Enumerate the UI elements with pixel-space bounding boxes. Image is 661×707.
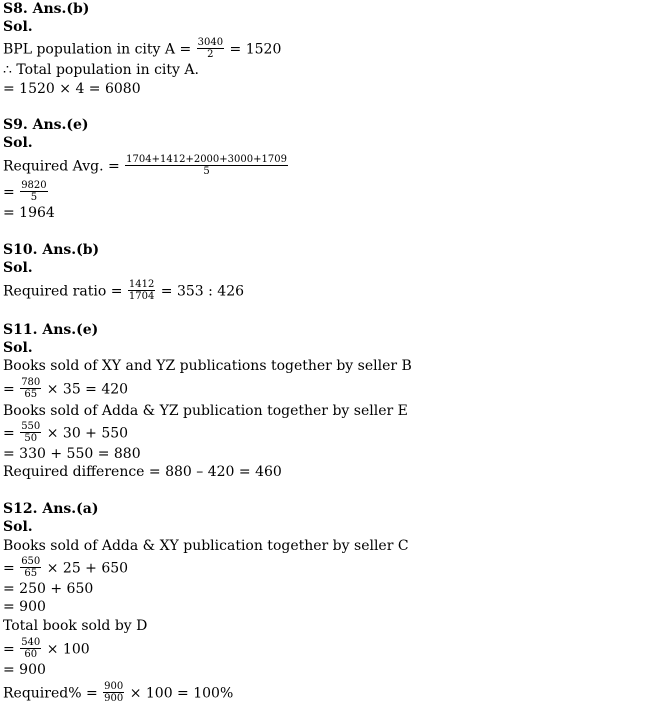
s10-line-1-result: = 353 : 426 xyxy=(156,283,245,300)
s12-fraction-1 xyxy=(20,556,41,579)
fraction-numerator: 550 xyxy=(21,421,41,432)
s8-line-1-text: BPL population in city A = xyxy=(3,41,196,58)
fraction-numerator: 650 xyxy=(21,556,41,567)
s11-sol-label: Sol. xyxy=(3,340,33,356)
s11-line-6: Required difference = 880 – 420 = 460 xyxy=(3,464,282,480)
s10-line-1 xyxy=(3,279,245,302)
s11-line-5: = 330 + 550 = 880 xyxy=(3,446,141,462)
fraction-denominator: 2 xyxy=(207,49,214,60)
s12-line-1: Books sold of Adda & XY publication together by seller C xyxy=(3,538,409,554)
s11-fraction-1 xyxy=(20,377,41,400)
s12-heading: S12. Ans.(a) xyxy=(3,501,99,517)
fraction-denominator: 60 xyxy=(24,649,38,660)
s11-line-4 xyxy=(3,421,129,444)
fraction-denominator: 65 xyxy=(24,568,38,579)
s12-line-5: Total book sold by D xyxy=(3,618,148,634)
s9-fraction-1 xyxy=(125,154,288,177)
s8-line-3: = 1520 × 4 = 6080 xyxy=(3,81,141,97)
fraction-denominator: 900 xyxy=(104,693,124,704)
s12-line-8-text: Required% = xyxy=(3,685,103,702)
s12-line-2-result: × 25 + 650 xyxy=(42,560,129,577)
s11-fraction-2 xyxy=(20,421,41,444)
fraction-denominator: 50 xyxy=(24,433,38,444)
s12-sol-label: Sol. xyxy=(3,519,33,535)
s11-heading: S11. Ans.(e) xyxy=(3,322,99,338)
s9-fraction-2 xyxy=(20,180,47,203)
s11-line-3: Books sold of Adda & YZ publication together by seller E xyxy=(3,403,408,419)
s12-line-6-result: × 100 xyxy=(42,641,90,658)
s11-line-1: Books sold of XY and YZ publications together by seller B xyxy=(3,358,412,374)
s11-line-2-text: = xyxy=(3,381,20,398)
fraction-denominator: 5 xyxy=(203,166,210,177)
s11-line-4-result: × 30 + 550 xyxy=(42,425,129,442)
fraction-numerator: 9820 xyxy=(21,180,47,191)
s8-line-1 xyxy=(3,37,282,60)
fraction-numerator: 900 xyxy=(104,681,124,692)
fraction-numerator: 1412 xyxy=(128,279,155,290)
s10-sol-label: Sol. xyxy=(3,260,33,276)
s12-line-6-text: = xyxy=(3,641,20,658)
s9-line-1-text: Required Avg. = xyxy=(3,158,125,175)
fraction-numerator: 780 xyxy=(21,377,41,388)
fraction-numerator: 3040 xyxy=(197,37,224,48)
fraction-denominator: 1704 xyxy=(128,291,155,302)
s12-line-3: = 250 + 650 xyxy=(3,581,94,597)
fraction-denominator: 65 xyxy=(24,389,38,400)
s9-line-1 xyxy=(3,154,289,177)
s12-line-6 xyxy=(3,637,90,660)
s12-line-7: = 900 xyxy=(3,662,46,678)
s8-sol-label: Sol. xyxy=(3,19,33,35)
s9-heading: S9. Ans.(e) xyxy=(3,117,89,133)
s8-fraction xyxy=(197,37,224,60)
s9-line-3: = 1964 xyxy=(3,205,55,221)
s12-line-2 xyxy=(3,556,129,579)
s11-line-2-result: × 35 = 420 xyxy=(42,381,129,398)
s11-line-4-text: = xyxy=(3,425,20,442)
s10-line-1-text: Required ratio = xyxy=(3,283,127,300)
s12-line-2-text: = xyxy=(3,560,20,577)
fraction-denominator: 5 xyxy=(30,192,38,203)
s12-line-8-result: × 100 = 100% xyxy=(125,685,234,702)
fraction-numerator: 540 xyxy=(21,637,41,648)
s9-line-2 xyxy=(3,180,49,203)
s10-fraction xyxy=(128,279,155,302)
s11-line-2 xyxy=(3,377,129,400)
s8-heading: S8. Ans.(b) xyxy=(3,1,90,17)
s12-fraction-2 xyxy=(20,637,41,660)
s12-line-4: = 900 xyxy=(3,599,46,615)
s10-heading: S10. Ans.(b) xyxy=(3,242,100,258)
s8-line-2: ∴ Total population in city A. xyxy=(3,62,199,78)
s9-sol-label: Sol. xyxy=(3,135,33,151)
s12-fraction-3 xyxy=(103,681,124,704)
s9-line-2-text: = xyxy=(3,184,20,201)
s8-line-1-result: = 1520 xyxy=(225,41,282,58)
s12-line-8 xyxy=(3,681,234,704)
fraction-numerator: 1704+1412+2000+3000+1709 xyxy=(126,154,287,165)
